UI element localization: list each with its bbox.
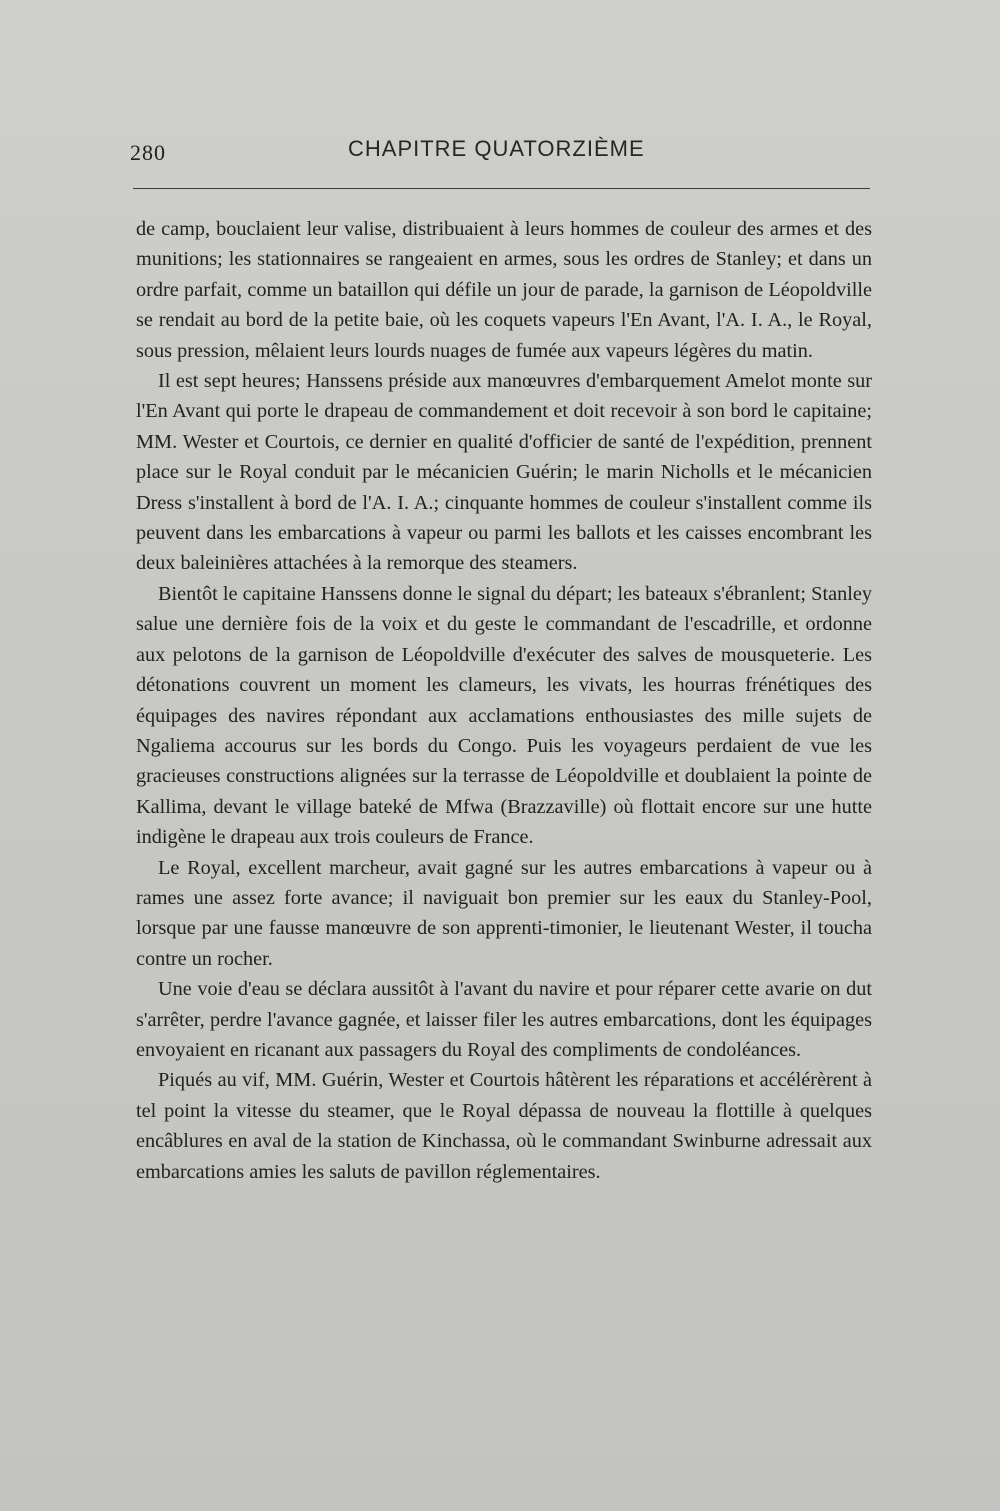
- paragraph: Une voie d'eau se déclara aussitôt à l'avant du navire et pour réparer cette avarie on dut s'arrêter, perdre l'avance gagnée, et laisser filer les autres embarcations, dont les équipages envoyaient en ricanant aux passagers du Royal des compliments de condoléances.: [136, 978, 872, 1061]
- page-number: 280: [130, 140, 166, 165]
- paragraph: Bientôt le capitaine Hanssens donne le signal du départ; les bateaux s'ébranlent; Stanley salue une dernière fois de la voix et du geste le commandant de l'escadrille, et ordonne aux pelotons de la garnison de Léopoldville d'exécuter des salves de mousqueterie. Les détonations couvrent un moment les clameurs, les vivats, les hourras frénétiques des équipages des navires répondant aux acclamations enthousiastes des mille sujets de Ngaliema accourus sur les bords du Congo. Puis les voyageurs perdaient de vue les gracieuses constructions alignées sur la terrasse de Léopoldville et doublaient la pointe de Kallima, devant le village bateké de Mfwa (Brazzaville) où flottait encore sur une hutte indigène le drapeau aux trois couleurs de France.: [136, 582, 872, 849]
- paragraph: Le Royal, excellent marcheur, avait gagné sur les autres embarcations à vapeur ou à rames une assez forte avance; il naviguait bon premier sur les eaux du Stanley-Pool, lorsque par une fausse manœuvre de son apprenti-timonier, le lieutenant Wester, il toucha contre un rocher.: [136, 856, 872, 970]
- body-text: [136, 214, 872, 1187]
- running-title: CHAPITRE QUATORZIÈME: [348, 136, 645, 161]
- paragraph: Il est sept heures; Hanssens préside aux manœuvres d'embarquement Amelot monte sur l'En Avant qui porte le drapeau de commandement et doit recevoir à son bord le capitaine; MM. Wester et Courtois, ce dernier en qualité d'officier de santé de l'expédition, prennent place sur le Royal conduit par le mécanicien Guérin; le marin Nicholls et le mécanicien Dress s'installent à bord de l'A. I. A.; cinquante hommes de couleur s'installent comme ils peuvent dans les embarcations à vapeur ou parmi les ballots et les caisses encombrant les deux baleinières attachées à la remorque des steamers.: [136, 370, 872, 575]
- paragraph: Piqués au vif, MM. Guérin, Wester et Courtois hâtèrent les réparations et accélérèrent à tel point la vitesse du steamer, que le Royal dépassa de nouveau la flottille à quelques encâblures en aval de la station de Kinchassa, où le commandant Swinburne adressait aux embarcations amies les saluts de pavillon réglementaires.: [136, 1069, 872, 1183]
- page-header: [130, 134, 870, 170]
- paragraph: de camp, bouclaient leur valise, distribuaient à leurs hommes de couleur des armes et des munitions; les stationnaires se rangeaient en armes, sous les ordres de Stanley; et dans un ordre parfait, comme un bataillon qui défile un jour de parade, la garnison de Léopoldville se rendait au bord de la petite baie, où les coquets vapeurs l'En Avant, l'A. I. A., le Royal, sous pression, mêlaient leurs lourds nuages de fumée aux vapeurs légères du matin.: [136, 218, 872, 362]
- header-rule: [133, 188, 870, 189]
